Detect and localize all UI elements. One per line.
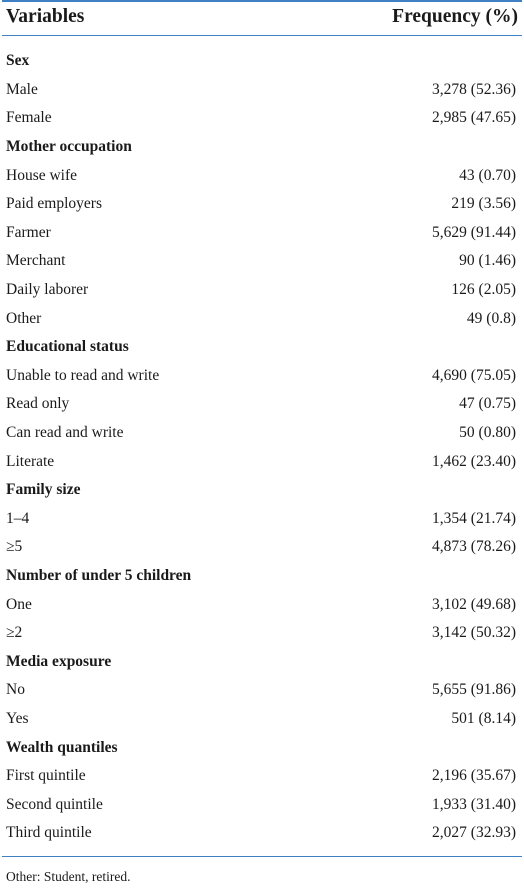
- frequency-table: [2, 0, 522, 885]
- row-label: ≥5: [6, 538, 23, 556]
- table-header: [2, 0, 522, 36]
- row-label: Other: [6, 309, 42, 327]
- section-label: Educational status: [6, 338, 129, 356]
- row-frequency-value: 5,629 (91.44): [432, 223, 516, 241]
- row-frequency-value: 1,933 (31.40): [432, 795, 516, 813]
- row-label: Paid employers: [6, 195, 102, 213]
- section-header-row: [2, 133, 522, 162]
- column-header-variables: Variables: [6, 5, 85, 27]
- row-label: Can read and write: [6, 424, 124, 442]
- column-header-frequency: Frequency (%): [392, 5, 518, 27]
- row-label: Second quintile: [6, 795, 103, 813]
- table-row: [2, 276, 522, 305]
- row-frequency-value: 126 (2.05): [451, 281, 516, 299]
- table-row: [2, 76, 522, 105]
- table-row: [2, 104, 522, 133]
- row-label: Merchant: [6, 252, 66, 270]
- section-label: Number of under 5 children: [6, 566, 192, 584]
- table-row: [2, 190, 522, 219]
- row-frequency-value: 1,462 (23.40): [432, 452, 516, 470]
- row-label: First quintile: [6, 767, 86, 785]
- row-label: One: [6, 595, 32, 613]
- table-row: [2, 419, 522, 448]
- table-row: [2, 790, 522, 819]
- row-label: Daily laborer: [6, 281, 89, 299]
- row-frequency-value: 3,142 (50.32): [432, 624, 516, 642]
- row-frequency-value: 3,278 (52.36): [432, 80, 516, 98]
- row-frequency-value: 50 (0.80): [459, 424, 516, 442]
- row-frequency-value: 2,985 (47.65): [432, 109, 516, 127]
- table-row: [2, 762, 522, 791]
- row-label: Unable to read and write: [6, 366, 160, 384]
- section-header-row: [2, 562, 522, 591]
- row-frequency-value: 219 (3.56): [451, 195, 516, 213]
- table-row: [2, 505, 522, 534]
- section-label: Mother occupation: [6, 138, 132, 156]
- row-label: Third quintile: [6, 824, 92, 842]
- table-row: [2, 390, 522, 419]
- row-label: Yes: [6, 709, 29, 727]
- row-label: Literate: [6, 452, 55, 470]
- table-body: [2, 36, 522, 848]
- row-frequency-value: 90 (1.46): [459, 252, 516, 270]
- row-frequency-value: 501 (8.14): [451, 709, 516, 727]
- section-label: Sex: [6, 52, 30, 70]
- section-header-row: [2, 476, 522, 505]
- section-header-row: [2, 647, 522, 676]
- row-label: Read only: [6, 395, 70, 413]
- section-label: Wealth quantiles: [6, 738, 118, 756]
- table-row: [2, 533, 522, 562]
- table-row: [2, 219, 522, 248]
- row-frequency-value: 2,027 (32.93): [432, 824, 516, 842]
- table-footnote: Other: Student, retired.: [6, 868, 131, 884]
- table-row: [2, 676, 522, 705]
- table-row: [2, 447, 522, 476]
- section-header-row: [2, 333, 522, 362]
- table-row: [2, 590, 522, 619]
- row-frequency-value: 4,873 (78.26): [432, 538, 516, 556]
- row-label: House wife: [6, 166, 78, 184]
- section-header-row: [2, 733, 522, 762]
- row-label: 1–4: [6, 509, 30, 527]
- row-frequency-value: 47 (0.75): [459, 395, 516, 413]
- row-frequency-value: 43 (0.70): [459, 166, 516, 184]
- row-frequency-value: 2,196 (35.67): [432, 767, 516, 785]
- table-row: [2, 619, 522, 648]
- table-row: [2, 819, 522, 848]
- row-frequency-value: 3,102 (49.68): [432, 595, 516, 613]
- table-row: [2, 362, 522, 391]
- table-row: [2, 247, 522, 276]
- section-label: Family size: [6, 481, 81, 499]
- row-label: No: [6, 681, 25, 699]
- row-frequency-value: 4,690 (75.05): [432, 366, 516, 384]
- section-label: Media exposure: [6, 652, 112, 670]
- section-header-row: [2, 47, 522, 76]
- row-frequency-value: 1,354 (21.74): [432, 509, 516, 527]
- table-row: [2, 304, 522, 333]
- row-label: Farmer: [6, 223, 51, 241]
- row-frequency-value: 49 (0.8): [466, 309, 516, 327]
- row-frequency-value: 5,655 (91.86): [432, 681, 516, 699]
- table-row: [2, 705, 522, 734]
- row-label: Female: [6, 109, 52, 127]
- table-row: [2, 161, 522, 190]
- row-label: ≥2: [6, 624, 23, 642]
- row-label: Male: [6, 80, 38, 98]
